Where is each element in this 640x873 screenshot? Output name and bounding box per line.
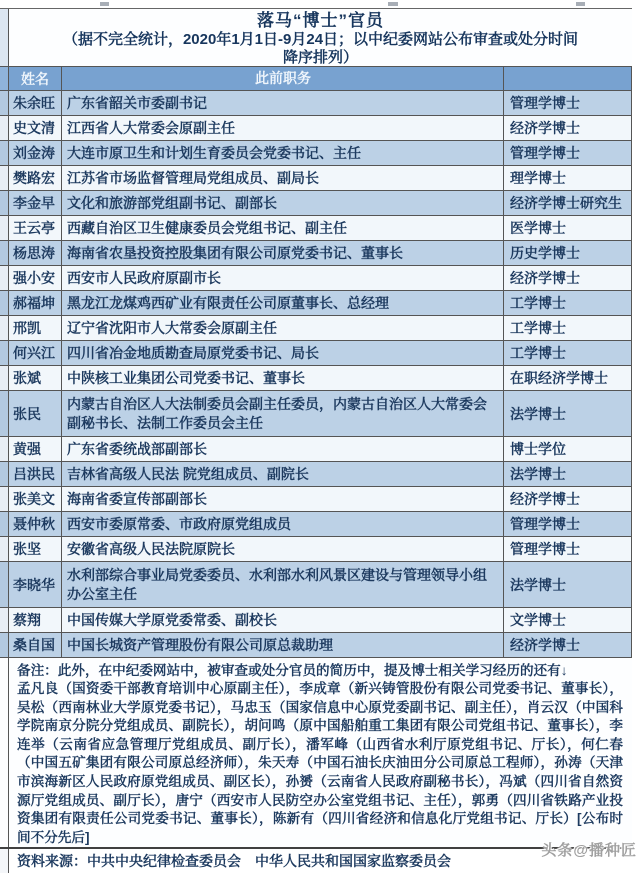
subtitle-line1: （据不完全统计，2020年1月1日-9月24日；以中纪委网站公布审查或处分时间 bbox=[62, 31, 579, 48]
left-cutoff-cell bbox=[0, 537, 9, 561]
degree-cell: 管理学博士 bbox=[504, 512, 632, 536]
degree-cell: 理学博士 bbox=[504, 166, 632, 190]
left-cutoff-cell bbox=[0, 658, 9, 847]
left-cutoff-cell bbox=[0, 191, 9, 215]
table-header-row bbox=[0, 67, 632, 91]
name-cell: 强小安 bbox=[9, 266, 62, 290]
position-cell: 西藏自治区卫生健康委员会党组书记、副主任 bbox=[62, 216, 504, 240]
degree-cell: 经济学博士 bbox=[504, 266, 632, 290]
position-cell: 安徽省高级人民法院原院长 bbox=[62, 537, 504, 561]
left-cutoff-cell bbox=[0, 91, 9, 115]
name-cell: 李晓华 bbox=[9, 562, 62, 607]
left-cutoff-cell bbox=[0, 562, 9, 607]
position-cell: 江西省人大常委会原副主任 bbox=[62, 116, 504, 140]
source-row bbox=[0, 849, 632, 873]
left-cutoff-cell bbox=[0, 341, 9, 365]
left-cutoff-cell bbox=[0, 216, 9, 240]
table-row bbox=[0, 241, 632, 266]
name-cell: 吕洪民 bbox=[9, 462, 62, 486]
degree-cell: 管理学博士 bbox=[504, 91, 632, 115]
left-cutoff-cell bbox=[0, 291, 9, 315]
left-cutoff-cell bbox=[0, 67, 9, 90]
position-cell: 中陕核工业集团公司党委书记、董事长 bbox=[62, 366, 504, 390]
left-cutoff-cell bbox=[0, 608, 9, 632]
left-cutoff-cell bbox=[0, 487, 9, 511]
name-cell: 何兴江 bbox=[9, 341, 62, 365]
name-cell: 刘金涛 bbox=[9, 141, 62, 165]
left-cutoff-cell bbox=[0, 633, 9, 657]
position-cell: 中国长城资产管理股份有限公司原总裁助理 bbox=[62, 633, 504, 657]
table-row bbox=[0, 166, 632, 191]
degree-cell: 博士学位 bbox=[504, 437, 632, 461]
degree-cell: 在职经济学博士 bbox=[504, 366, 632, 390]
position-cell: 江苏省市场监督管理局党组成员、副局长 bbox=[62, 166, 504, 190]
degree-cell: 法学博士 bbox=[504, 462, 632, 486]
cropped-row-remnant bbox=[576, 2, 585, 6]
name-cell: 朱余旺 bbox=[9, 91, 62, 115]
table-row bbox=[0, 562, 632, 608]
table-row bbox=[0, 191, 632, 216]
position-cell: 黑龙江龙煤鸡西矿业有限责任公司原董事长、总经理 bbox=[62, 291, 504, 315]
left-cutoff-cell bbox=[0, 116, 9, 140]
position-cell: 大连市原卫生和计划生育委员会党委书记、主任 bbox=[62, 141, 504, 165]
table-row bbox=[0, 537, 632, 562]
left-cutoff-cell bbox=[0, 266, 9, 290]
position-cell: 海南省农垦投资控股集团有限公司原党委书记、董事长 bbox=[62, 241, 504, 265]
cropped-top-strip bbox=[0, 0, 640, 8]
table-row bbox=[0, 366, 632, 391]
column-header-position: 此前职务 bbox=[62, 67, 504, 90]
position-cell: 辽宁省沈阳市人大常委会原副主任 bbox=[62, 316, 504, 340]
degree-cell: 管理学博士 bbox=[504, 537, 632, 561]
name-cell: 史文清 bbox=[9, 116, 62, 140]
page-title: 落马“博士”官员 bbox=[257, 11, 384, 30]
name-cell: 邢凯 bbox=[9, 316, 62, 340]
table-row bbox=[0, 116, 632, 141]
table-row bbox=[0, 316, 632, 341]
degree-cell: 历史学博士 bbox=[504, 241, 632, 265]
degree-cell: 工学博士 bbox=[504, 341, 632, 365]
left-cutoff-cell bbox=[0, 366, 9, 390]
degree-cell: 文学博士 bbox=[504, 608, 632, 632]
name-cell: 王云亭 bbox=[9, 216, 62, 240]
table-row bbox=[0, 633, 632, 658]
degree-cell: 工学博士 bbox=[504, 291, 632, 315]
left-cutoff-cell bbox=[0, 141, 9, 165]
note-body: 孟凡良（国资委干部教育培训中心原副主任），李成章（新兴铸管股份有限公司党委书记、董事长），吴松（西南林业大学原党委书记），马忠玉（国家信息中心原党委副书记、副主任），肖云汉（中国科学院南京分院分党组成员、副院长），胡问鸣（原中国船舶重工集团有限公司党组书记、董事长），李连举（云南省应急管理厅党组成员、副厅长），潘军峰（山西省水利厅原党组书记、厅长），何仁春（中国五矿集团有限公司原总经济师），朱天寿（中国石油长庆油田分公司原总工程师），孙涛（天津市滨海新区人民政府原党组成员、副区长），孙赟（云南省人民政府副秘书长），冯斌（四川省自然资源厅党组成员、副厅长），唐宁（西安市人民防空办公室党组书记、主任），郭勇（四川省铁路产业投资集团有限责任公司党委书记、董事长），陈新有（四川省经济和信息化厅党组书记、厅长）[公布时间不分先后] bbox=[17, 681, 623, 845]
position-cell: 中国传媒大学原党委常委、副校长 bbox=[62, 608, 504, 632]
name-cell: 郝福坤 bbox=[9, 291, 62, 315]
note-intro: 备注：此外，在中纪委网站中，被审查或处分官员的简历中，提及博士相关学习经历的还有↓ bbox=[17, 663, 568, 678]
table-row bbox=[0, 341, 632, 366]
table-row bbox=[0, 437, 632, 462]
degree-cell: 工学博士 bbox=[504, 316, 632, 340]
position-cell: 水利部综合事业局党委委员、水利部水利风景区建设与管理领导小组办公室主任 bbox=[62, 562, 504, 607]
table-row bbox=[0, 512, 632, 537]
degree-cell: 经济学博士 bbox=[504, 116, 632, 140]
left-cutoff-cell bbox=[0, 316, 9, 340]
left-cutoff-cell bbox=[0, 512, 9, 536]
left-cutoff-cell bbox=[0, 241, 9, 265]
name-cell: 张斌 bbox=[9, 366, 62, 390]
degree-cell: 法学博士 bbox=[504, 391, 632, 436]
column-header-name: 姓名 bbox=[9, 67, 62, 90]
column-header-degree bbox=[504, 67, 632, 90]
left-cutoff-cell bbox=[0, 462, 9, 486]
name-cell: 樊路宏 bbox=[9, 166, 62, 190]
position-cell: 广东省委统战部副部长 bbox=[62, 437, 504, 461]
left-cutoff-cell bbox=[0, 437, 9, 461]
position-cell: 西安市委原常委、市政府原党组成员 bbox=[62, 512, 504, 536]
table-row bbox=[0, 291, 632, 316]
title-block bbox=[0, 8, 632, 67]
degree-cell: 管理学博士 bbox=[504, 141, 632, 165]
name-cell: 黄强 bbox=[9, 437, 62, 461]
name-cell: 桑自国 bbox=[9, 633, 62, 657]
table-row bbox=[0, 216, 632, 241]
name-cell: 李金早 bbox=[9, 191, 62, 215]
position-cell: 西安市人民政府原副市长 bbox=[62, 266, 504, 290]
note-area bbox=[9, 658, 632, 847]
position-cell: 文化和旅游部党组副书记、副部长 bbox=[62, 191, 504, 215]
position-cell: 内蒙古自治区人大法制委员会副主任委员，内蒙古自治区人大常委会副秘书长、法制工作委员会主任 bbox=[62, 391, 504, 436]
name-cell: 杨思涛 bbox=[9, 241, 62, 265]
left-cutoff-cell bbox=[0, 391, 9, 436]
position-cell: 吉林省高级人民法 院党组成员、副院长 bbox=[62, 462, 504, 486]
degree-cell: 经济学博士 bbox=[504, 487, 632, 511]
degree-cell: 医学博士 bbox=[504, 216, 632, 240]
subtitle-line2: 降序排列） bbox=[282, 49, 358, 66]
cropped-row-remnant bbox=[100, 2, 109, 6]
source-text: 资料来源：中共中央纪律检查委员会 中华人民共和国国家监察委员会 bbox=[9, 849, 632, 873]
note-block bbox=[0, 658, 632, 849]
table-row bbox=[0, 141, 632, 166]
degree-cell: 法学博士 bbox=[504, 562, 632, 607]
table-row bbox=[0, 487, 632, 512]
watermark: 头条@播种匠 bbox=[541, 842, 637, 859]
name-cell: 张坚 bbox=[9, 537, 62, 561]
position-cell: 海南省委宣传部副部长 bbox=[62, 487, 504, 511]
table-row bbox=[0, 391, 632, 437]
name-cell: 聂仲秋 bbox=[9, 512, 62, 536]
left-cutoff-cell bbox=[0, 166, 9, 190]
position-cell: 广东省韶关市委副书记 bbox=[62, 91, 504, 115]
name-cell: 张美文 bbox=[9, 487, 62, 511]
name-cell: 张民 bbox=[9, 391, 62, 436]
position-cell: 四川省冶金地质勘查局原党委书记、局长 bbox=[62, 341, 504, 365]
table-row bbox=[0, 266, 632, 291]
left-cutoff-cell bbox=[0, 9, 9, 66]
title-area bbox=[9, 9, 632, 66]
table-row bbox=[0, 462, 632, 487]
degree-cell: 经济学博士 bbox=[504, 633, 632, 657]
table-row bbox=[0, 91, 632, 116]
cropped-row-remnant bbox=[388, 2, 398, 6]
degree-cell: 经济学博士研究生 bbox=[504, 191, 632, 215]
table-row bbox=[0, 608, 632, 633]
left-cutoff-cell bbox=[0, 849, 9, 873]
name-cell: 蔡翔 bbox=[9, 608, 62, 632]
table-sheet bbox=[0, 8, 632, 873]
